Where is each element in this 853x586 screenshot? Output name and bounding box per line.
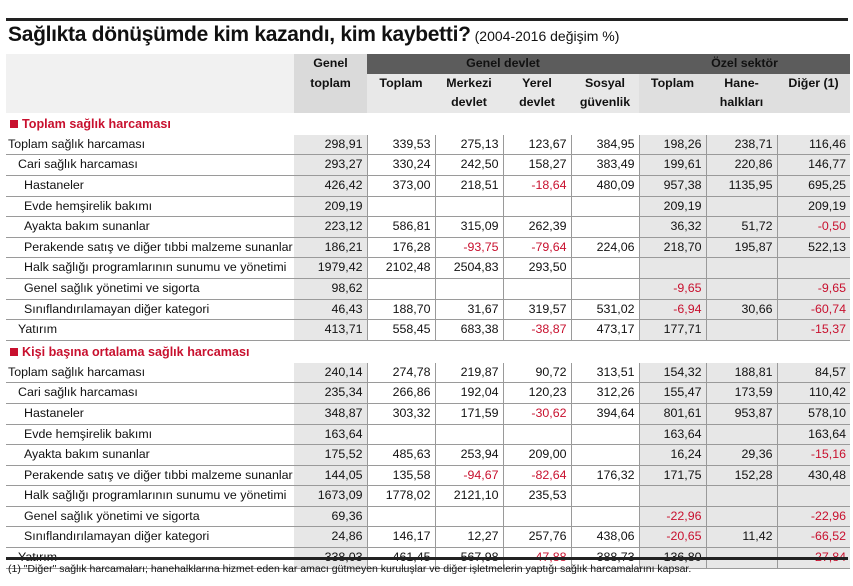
- table-cell: 98,62: [294, 278, 367, 299]
- header-sosyal-guvenlik: Sosyal güvenlik: [571, 74, 639, 113]
- table-cell: [435, 196, 503, 217]
- section-header: [6, 113, 850, 135]
- table-cell: [503, 424, 571, 445]
- row-label: Evde hemşirelik bakımı: [6, 196, 294, 217]
- table-row: [6, 237, 850, 258]
- table-cell: -30,62: [503, 403, 571, 424]
- header-toplam-oz: Toplam: [639, 74, 706, 113]
- section-marker-icon: [10, 348, 18, 356]
- table-cell: 69,36: [294, 506, 367, 527]
- table-cell: 383,49: [571, 155, 639, 176]
- row-label: Hastaneler: [6, 175, 294, 196]
- table-cell: 373,00: [367, 175, 435, 196]
- table-cell: 413,71: [294, 320, 367, 341]
- table-cell: 1135,95: [706, 175, 777, 196]
- table-cell: [571, 424, 639, 445]
- page-subtitle: (2004-2016 değişim %): [474, 28, 620, 44]
- table-row: [6, 506, 850, 527]
- table-cell: 173,59: [706, 383, 777, 404]
- table-cell: 152,28: [706, 465, 777, 486]
- table-row: [6, 175, 850, 196]
- table-row: [6, 403, 850, 424]
- row-label: Hastaneler: [6, 403, 294, 424]
- row-label: Yatırım: [6, 320, 294, 341]
- table-cell: 116,46: [777, 135, 850, 155]
- table-cell: 123,67: [503, 135, 571, 155]
- table-cell: 253,94: [435, 445, 503, 466]
- header-ozel-sektor: Özel sektör: [639, 54, 850, 74]
- table-cell: 480,09: [571, 175, 639, 196]
- row-label: Toplam sağlık harcaması: [6, 363, 294, 383]
- table-cell: 154,32: [639, 363, 706, 383]
- table-cell: -9,65: [777, 278, 850, 299]
- table-cell: -60,74: [777, 299, 850, 320]
- table-cell: [503, 196, 571, 217]
- table-cell: 188,70: [367, 299, 435, 320]
- table-cell: 110,42: [777, 383, 850, 404]
- row-label: Halk sağlığı programlarının sunumu ve yönetimi: [6, 258, 294, 279]
- title-block: [8, 23, 619, 47]
- table-cell: -66,52: [777, 527, 850, 548]
- table-cell: 209,00: [503, 445, 571, 466]
- table-cell: [571, 258, 639, 279]
- table-cell: -94,67: [435, 465, 503, 486]
- table-row: [6, 383, 850, 404]
- table-cell: 176,32: [571, 465, 639, 486]
- table-cell: -6,94: [639, 299, 706, 320]
- table-cell: [706, 486, 777, 507]
- row-label: Evde hemşirelik bakımı: [6, 424, 294, 445]
- table-row: [6, 445, 850, 466]
- header-blank: [6, 54, 294, 113]
- table-cell: [706, 424, 777, 445]
- row-label: Cari sağlık harcaması: [6, 383, 294, 404]
- table-cell: 12,27: [435, 527, 503, 548]
- table-row: [6, 363, 850, 383]
- table-cell: 171,59: [435, 403, 503, 424]
- table-cell: 30,66: [706, 299, 777, 320]
- table-body: [6, 113, 850, 568]
- table-cell: 1979,42: [294, 258, 367, 279]
- table-cell: 953,87: [706, 403, 777, 424]
- table-cell: 186,21: [294, 237, 367, 258]
- header-merkezi-devlet: Merkezi devlet: [435, 74, 503, 113]
- table-cell: [639, 486, 706, 507]
- row-label: Cari sağlık harcaması: [6, 155, 294, 176]
- table-cell: -93,75: [435, 237, 503, 258]
- table-cell: 293,27: [294, 155, 367, 176]
- table-cell: 16,24: [639, 445, 706, 466]
- table-row: [6, 278, 850, 299]
- header-toplam-gd: Toplam: [367, 74, 435, 113]
- table-row: [6, 320, 850, 341]
- table-cell: 485,63: [367, 445, 435, 466]
- row-label: Genel sağlık yönetimi ve sigorta: [6, 506, 294, 527]
- table-row: [6, 196, 850, 217]
- section-header: [6, 340, 850, 363]
- table-cell: [777, 258, 850, 279]
- table-cell: 348,87: [294, 403, 367, 424]
- table-cell: 957,38: [639, 175, 706, 196]
- table-cell: 84,57: [777, 363, 850, 383]
- table-cell: 51,72: [706, 217, 777, 238]
- row-label: Halk sağlığı programlarının sunumu ve yönetimi: [6, 486, 294, 507]
- table-cell: [435, 424, 503, 445]
- footnote: (1) "Diğer" sağlık harcamaları; hanehalklarına hizmet eden kar amacı gütmeyen kuruluşlar ve diğer işletmelerin yaptığı sağlık harcamalarını kapsar.: [8, 563, 692, 575]
- table-cell: 36,32: [639, 217, 706, 238]
- table-cell: 220,86: [706, 155, 777, 176]
- section-title: Kişi başına ortalama sağlık harcaması: [22, 344, 250, 359]
- table-cell: 209,19: [639, 196, 706, 217]
- table-cell: 31,67: [435, 299, 503, 320]
- table-cell: -15,16: [777, 445, 850, 466]
- table-cell: [706, 320, 777, 341]
- table-cell: 175,52: [294, 445, 367, 466]
- table-row: [6, 217, 850, 238]
- table-cell: 240,14: [294, 363, 367, 383]
- table-cell: 223,12: [294, 217, 367, 238]
- table-cell: 146,17: [367, 527, 435, 548]
- table-cell: -18,64: [503, 175, 571, 196]
- table-cell: -79,64: [503, 237, 571, 258]
- table-cell: 155,47: [639, 383, 706, 404]
- table-cell: 586,81: [367, 217, 435, 238]
- table-cell: 209,19: [777, 196, 850, 217]
- table-cell: 473,17: [571, 320, 639, 341]
- table-cell: 219,87: [435, 363, 503, 383]
- table-cell: [777, 486, 850, 507]
- table-row: [6, 258, 850, 279]
- table-cell: 163,64: [639, 424, 706, 445]
- table-row: [6, 135, 850, 155]
- table-cell: 313,51: [571, 363, 639, 383]
- table-cell: -22,96: [777, 506, 850, 527]
- top-rule: [6, 18, 848, 21]
- table-cell: [571, 278, 639, 299]
- table-row: [6, 424, 850, 445]
- row-label: Toplam sağlık harcaması: [6, 135, 294, 155]
- table-cell: 683,38: [435, 320, 503, 341]
- table-cell: 177,71: [639, 320, 706, 341]
- table-cell: [639, 258, 706, 279]
- table-cell: 163,64: [294, 424, 367, 445]
- table-cell: 522,13: [777, 237, 850, 258]
- table-cell: 438,06: [571, 527, 639, 548]
- table-cell: [435, 506, 503, 527]
- table-cell: 163,64: [777, 424, 850, 445]
- table-cell: 312,26: [571, 383, 639, 404]
- table-cell: [367, 278, 435, 299]
- table-cell: 275,13: [435, 135, 503, 155]
- table-cell: 801,61: [639, 403, 706, 424]
- table-cell: 238,71: [706, 135, 777, 155]
- table-cell: 29,36: [706, 445, 777, 466]
- header-yerel-devlet: Yerel devlet: [503, 74, 571, 113]
- row-label: Perakende satış ve diğer tıbbi malzeme sunanlar: [6, 237, 294, 258]
- table-cell: 195,87: [706, 237, 777, 258]
- table-cell: 319,57: [503, 299, 571, 320]
- table-cell: 578,10: [777, 403, 850, 424]
- table-cell: 2121,10: [435, 486, 503, 507]
- table-cell: 135,58: [367, 465, 435, 486]
- section-title: Toplam sağlık harcaması: [22, 116, 171, 131]
- table-cell: 11,42: [706, 527, 777, 548]
- bottom-rule: [6, 557, 848, 560]
- table-cell: [367, 424, 435, 445]
- table-cell: 394,64: [571, 403, 639, 424]
- table-cell: [367, 196, 435, 217]
- table-cell: 146,77: [777, 155, 850, 176]
- row-label: Ayakta bakım sunanlar: [6, 217, 294, 238]
- table-cell: -0,50: [777, 217, 850, 238]
- table-cell: 339,53: [367, 135, 435, 155]
- table-cell: -38,87: [503, 320, 571, 341]
- table-cell: 303,32: [367, 403, 435, 424]
- header-hanehalklari: Hane-halkları: [706, 74, 777, 113]
- table-row: [6, 486, 850, 507]
- table-cell: 262,39: [503, 217, 571, 238]
- table-cell: 199,61: [639, 155, 706, 176]
- table-cell: 430,48: [777, 465, 850, 486]
- table-cell: [706, 258, 777, 279]
- table-cell: [571, 506, 639, 527]
- table-cell: -22,96: [639, 506, 706, 527]
- table-cell: 426,42: [294, 175, 367, 196]
- table-cell: [571, 196, 639, 217]
- table-cell: [503, 506, 571, 527]
- table-cell: [706, 278, 777, 299]
- table-cell: 171,75: [639, 465, 706, 486]
- table-cell: 384,95: [571, 135, 639, 155]
- table-cell: 24,86: [294, 527, 367, 548]
- page-title: Sağlıkta dönüşümde kim kazandı, kim kaybetti?: [8, 23, 471, 46]
- table-cell: 266,86: [367, 383, 435, 404]
- table-cell: 274,78: [367, 363, 435, 383]
- table-cell: 158,27: [503, 155, 571, 176]
- row-label: Perakende satış ve diğer tıbbi malzeme sunanlar: [6, 465, 294, 486]
- table-cell: 695,25: [777, 175, 850, 196]
- table-cell: 293,50: [503, 258, 571, 279]
- table-cell: -82,64: [503, 465, 571, 486]
- table-cell: [706, 196, 777, 217]
- table-cell: -20,65: [639, 527, 706, 548]
- table-cell: 531,02: [571, 299, 639, 320]
- table-cell: 257,76: [503, 527, 571, 548]
- table-cell: 144,05: [294, 465, 367, 486]
- row-label: Sınıflandırılamayan diğer kategori: [6, 527, 294, 548]
- table-cell: 1673,09: [294, 486, 367, 507]
- table-cell: 218,51: [435, 175, 503, 196]
- table-cell: 2102,48: [367, 258, 435, 279]
- table-cell: 558,45: [367, 320, 435, 341]
- table-cell: 188,81: [706, 363, 777, 383]
- table-cell: 224,06: [571, 237, 639, 258]
- table-cell: [503, 278, 571, 299]
- table-cell: 192,04: [435, 383, 503, 404]
- data-table: [6, 54, 850, 569]
- table-cell: 176,28: [367, 237, 435, 258]
- row-label: Genel sağlık yönetimi ve sigorta: [6, 278, 294, 299]
- table-cell: 90,72: [503, 363, 571, 383]
- table-cell: 235,53: [503, 486, 571, 507]
- table-row: [6, 299, 850, 320]
- header-diger: Diğer (1): [777, 74, 850, 113]
- table-cell: [571, 486, 639, 507]
- table-row: [6, 465, 850, 486]
- table-cell: 198,26: [639, 135, 706, 155]
- table-cell: 120,23: [503, 383, 571, 404]
- table-cell: 242,50: [435, 155, 503, 176]
- table-cell: 315,09: [435, 217, 503, 238]
- table-cell: 235,34: [294, 383, 367, 404]
- table-cell: [571, 217, 639, 238]
- table-cell: 209,19: [294, 196, 367, 217]
- table-cell: [706, 506, 777, 527]
- row-label: Ayakta bakım sunanlar: [6, 445, 294, 466]
- row-label: Sınıflandırılamayan diğer kategori: [6, 299, 294, 320]
- table-cell: -9,65: [639, 278, 706, 299]
- table-cell: [435, 278, 503, 299]
- table-cell: 330,24: [367, 155, 435, 176]
- table-row: [6, 155, 850, 176]
- header-genel-devlet: Genel devlet: [367, 54, 639, 74]
- table-header: [6, 54, 850, 113]
- table-cell: [367, 506, 435, 527]
- table-cell: -15,37: [777, 320, 850, 341]
- table-cell: 46,43: [294, 299, 367, 320]
- table-row: [6, 527, 850, 548]
- section-marker-icon: [10, 120, 18, 128]
- table-cell: 298,91: [294, 135, 367, 155]
- header-genel-toplam: Genel toplam: [294, 54, 367, 113]
- table-cell: 1778,02: [367, 486, 435, 507]
- table-cell: [571, 445, 639, 466]
- table-cell: 218,70: [639, 237, 706, 258]
- table-cell: 2504,83: [435, 258, 503, 279]
